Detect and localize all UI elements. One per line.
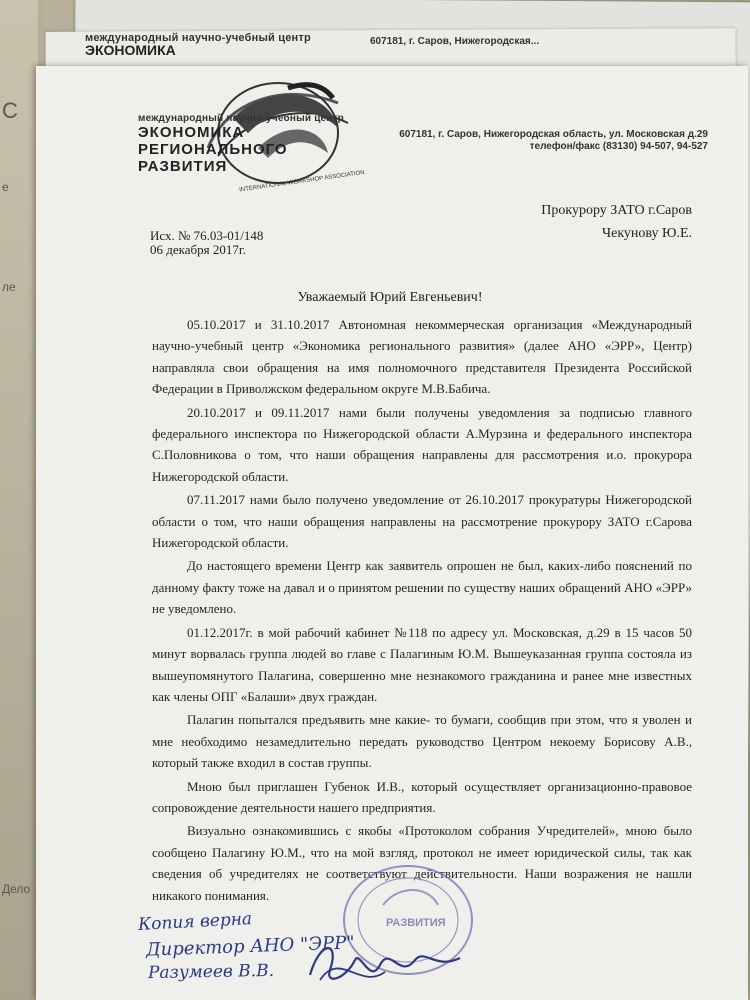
paragraph: 05.10.2017 и 31.10.2017 Автономная некоммерческая организация «Международный научно-учебный центр «Экономика регионального развития» (далее АНО «ЭРР», Центр) направляла свои обращения на имя полномочного представителя Президента Российской Федерации в Приволжском федеральном округе М.В.Бабича. [152,317,692,397]
back-sheet-org-small: международный научно-учебный центр [85,32,311,44]
letterhead-org-line-1: ЭКОНОМИКА [138,124,245,141]
paragraph: Визуально ознакомившись с якобы «Протоколом собрания Учредителей», мною было сообщено Палагину Ю.М., что на мой взгляд, протокол не имеет юридической силы, так как сведения об учредителях не соответствуют действительности. Наши возражения не нашли никакого понимания. [152,823,692,903]
back-sheet-address: 607181, г. Саров, Нижегородская... [370,36,540,47]
letterhead-org-line-2: РЕГИОНАЛЬНОГО [138,141,288,158]
handwritten-copy-note: Копия верна [137,909,253,935]
paragraph: 07.11.2017 нами было получено уведомление от 26.10.2017 прокуратуры Нижегородской области о том, что наши обращения направлены на рассмотрение прокурору ЗАТО г.Сарова Нижегородской области. [152,492,692,551]
desk-left-stripe [0,0,38,1000]
letterhead-org-small: международный научно-учебный центр [138,113,344,124]
handwritten-director: Директор АНО "ЭРР" [145,932,355,961]
letterhead-address: 607181, г. Саров, Нижегородская область, ул. Московская д.29 [399,129,708,140]
paragraph: Мною был приглашен Губенок И.В., который осуществляет организационно-правовое сопровождение деятельности нашего предприятия. [152,778,692,815]
paragraph: До настоящего времени Центр как заявитель опрошен не был, каких-либо пояснений по данному факту тоже на давал и о принятом решении по существу наших обращений АНО «ЭРР» не уведомлено. [152,558,692,617]
letter-date: 06 декабря 2017г. [150,242,246,257]
stamp-text: РАЗВИТИЯ [386,917,446,929]
paragraph: 20.10.2017 и 09.11.2017 нами были получены уведомления за подписью главного федерального инспектора по Нижегородской области А.Мурзина и федерального инспектора С.Половникова о том, что наши обращения направлены для рассмотрения и.о. прокурора Нижегородской области. [152,404,692,484]
paragraph: 01.12.2017г. в мой рабочий кабинет №118 по адресу ул. Московская, д.29 в 15 часов 50 минут ворвалась группа людей во главе с Палагиным Ю.М. Вышеуказанная группа состояла из вышеупомянутого Палагина, совершенно мне незнакомого гражданина и ранее мне известных как члены ОПГ «Балаши» двух граждан. [152,624,692,704]
margin-text-3: ле [2,280,16,294]
back-sheet-org-big: ЭКОНОМИКА [85,42,176,58]
margin-text-1: С [2,98,18,123]
salutation: Уважаемый Юрий Евгеньевич! [297,290,483,305]
signature-icon [300,930,470,1000]
logo-ring-text: INTERNATIONAL WORKSHOP ASSOCIATION [238,169,366,194]
margin-text-4: Дело [2,882,31,896]
recipient-line-1: Прокурору ЗАТО г.Саров [541,203,692,218]
recipient-line-2: Чекунову Ю.Е. [602,226,692,241]
handwritten-name: Разумеев В.В. [147,960,275,984]
letterhead-phone: телефон/факс (83130) 94-507, 94-527 [529,141,708,152]
letterhead-org-line-3: РАЗВИТИЯ [138,158,228,175]
letter-body [152,314,692,908]
paragraph: Палагин попытался предъявить мне какие- то бумаги, сообщив при этом, что я уволен и мне необходимо незамедлительно передать руководство Центром некоему Борисову А.В., который также входил в состав группы. [152,712,692,771]
outgoing-number: Исх. № 76.03-01/148 [150,228,264,243]
margin-text-2: е [2,180,9,194]
